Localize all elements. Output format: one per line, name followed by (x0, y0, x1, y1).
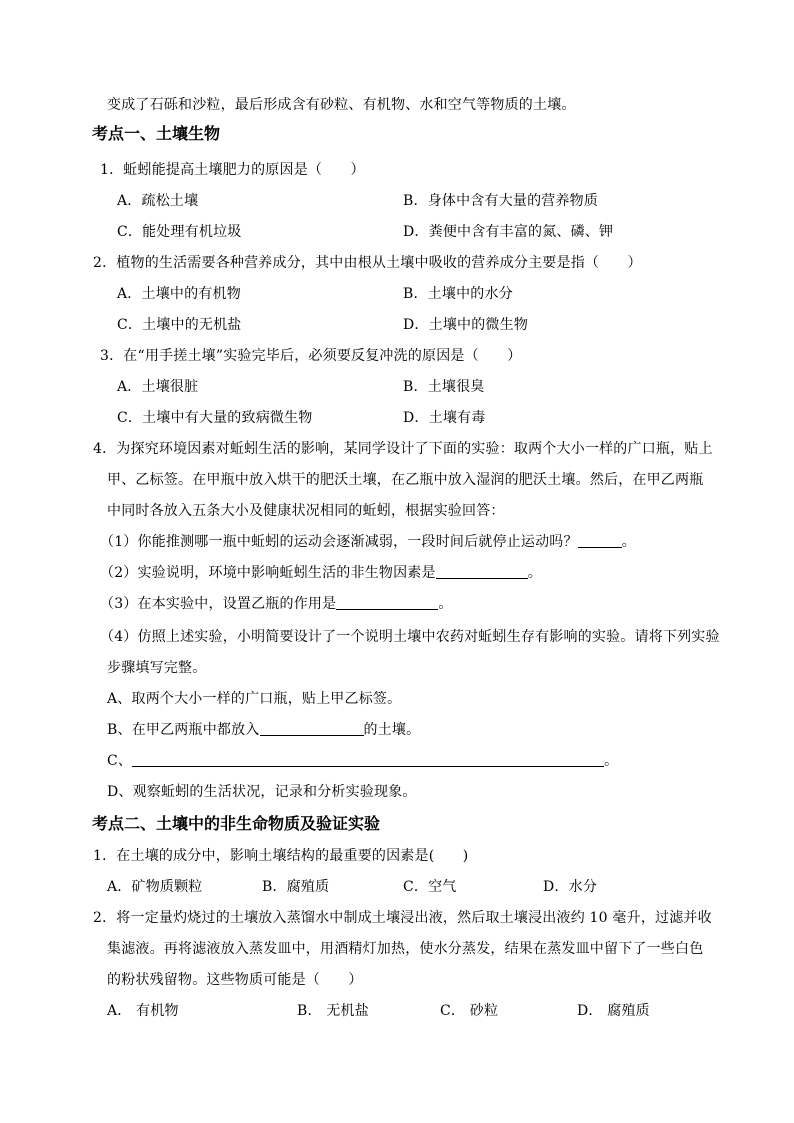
s1-q4-sub2 (100, 563, 542, 583)
s1-q4-stem-line1: 4．为探究环境因素对蚯蚓生活的影响，某同学设计了下面的实验：取两个大小一样的广口瓶，贴上 (93, 441, 713, 457)
answer-blank[interactable] (260, 720, 364, 736)
s1-q3-option-d: D．土壤有毒 (403, 410, 486, 426)
s2-q1-option-a: A．矿物质颗粒 (107, 879, 203, 895)
s2-q1-option-b: B．腐殖质 (262, 879, 330, 895)
answer-blank[interactable] (336, 594, 438, 610)
s1-q4-step-d: D、观察蚯蚓的生活状况，记录和分析实验现象。 (107, 784, 417, 800)
s2-q2-option-d: D． 腐殖质 (577, 1003, 650, 1019)
s1-q4-sub3 (100, 594, 453, 614)
s1-q3-stem: 3．在“用手搓土壤”实验完毕后，必须要反复冲洗的原因是（ ） (100, 348, 522, 364)
s1-q1-option-a: A．疏松土壤 (117, 193, 199, 209)
s1-q2-option-b: B．土壤中的水分 (403, 286, 513, 302)
s1-q4-sub4-line2: 步骤填写完整。 (107, 660, 207, 676)
s2-q2-stem-line2: 集滤液。再将滤液放入蒸发皿中，用酒精灯加热，使水分蒸发，结果在蒸发皿中留下了一些白色 (107, 941, 704, 957)
s2-q2-option-c: C． 砂粒 (440, 1003, 499, 1019)
s1-q4-sub3-text: （3）在本实验中，设置乙瓶的作用是 (100, 596, 337, 612)
answer-blank[interactable] (132, 751, 604, 767)
s2-q2-option-b: B． 无机盐 (297, 1003, 369, 1019)
s2-q1-option-c: C．空气 (403, 879, 457, 895)
intro-line: 变成了石砾和沙粒，最后形成含有砂粒、有机物、水和空气等物质的土壤。 (107, 97, 576, 113)
s1-q4-stem-line2: 甲、乙标签。在甲瓶中放入烘干的肥沃土壤，在乙瓶中放入湿润的肥沃土壤。然后，在甲乙两瓶 (107, 472, 704, 488)
s1-q4-step-a: A、取两个大小一样的广口瓶，贴上甲乙标签。 (107, 691, 402, 707)
s1-q3-option-a: A．土壤很脏 (117, 379, 199, 395)
s1-q2-stem: 2．植物的生活需要各种营养成分，其中由根从土壤中吸收的营养成分主要是指（ ） (93, 255, 642, 271)
s1-q4-step-b (107, 720, 420, 740)
s1-q4-sub1-end: 。 (621, 534, 636, 550)
s2-q1-stem: 1．在土壤的成分中，影响土壤结构的最重要的因素是( ) (93, 848, 469, 864)
s1-q4-step-c-post: 。 (604, 753, 619, 769)
s1-q4-sub2-end: 。 (527, 565, 542, 581)
s1-q4-sub4-line1: （4）仿照上述实验，小明简要设计了一个说明土壤中农药对蚯蚓生存有影响的实验。请将下列实验 (100, 629, 720, 645)
s1-q1-option-d: D．粪便中含有丰富的氮、磷、钾 (403, 224, 614, 240)
s1-q3-option-c: C．土壤中有大量的致病微生物 (117, 410, 313, 426)
s2-q2-stem-line1: 2．将一定量灼烧过的土壤放入蒸馏水中制成土壤浸出液，然后取土壤浸出液约 10 毫升，过滤并收 (93, 910, 712, 926)
section2-heading: 考点二、土壤中的非生命物质及验证实验 (92, 814, 381, 833)
section1-heading: 考点一、土壤生物 (92, 124, 221, 143)
s1-q4-stem-line3: 中同时各放入五条大小及健康状况相同的蚯蚓，根据实验回答： (107, 503, 505, 519)
answer-blank[interactable] (578, 532, 622, 548)
s1-q4-sub1-text: （1）你能推测哪一瓶中蚯蚓的运动会逐渐减弱，一段时间后就停止运动吗？ (100, 534, 578, 550)
answer-blank[interactable] (436, 563, 528, 579)
s1-q4-sub2-text: （2）实验说明，环境中影响蚯蚓生活的非生物因素是 (100, 565, 436, 581)
s1-q1-option-b: B．身体中含有大量的营养物质 (403, 193, 599, 209)
s1-q3-option-b: B．土壤很臭 (403, 379, 485, 395)
s2-q2-option-a: A． 有机物 (107, 1003, 179, 1019)
s1-q4-sub3-end: 。 (438, 596, 453, 612)
s1-q4-step-b-post: 的土壤。 (363, 722, 421, 738)
s2-q1-option-d: D．水分 (543, 879, 598, 895)
s1-q1-option-c: C．能处理有机垃圾 (117, 224, 242, 240)
s1-q4-step-c (107, 751, 618, 771)
s1-q4-sub1 (100, 532, 636, 552)
s1-q4-step-b-pre: B、在甲乙两瓶中都放入 (107, 722, 260, 738)
s1-q2-option-a: A．土壤中的有机物 (117, 286, 241, 302)
s1-q2-option-c: C．土壤中的无机盐 (117, 317, 242, 333)
s1-q2-option-d: D．土壤中的微生物 (403, 317, 529, 333)
s1-q1-stem: 1．蚯蚓能提高土壤肥力的原因是（ ） (100, 162, 365, 178)
s2-q2-stem-line3: 的粉状残留物。这些物质可能是（ ） (107, 972, 363, 988)
s1-q4-step-c-pre: C、 (107, 753, 133, 769)
